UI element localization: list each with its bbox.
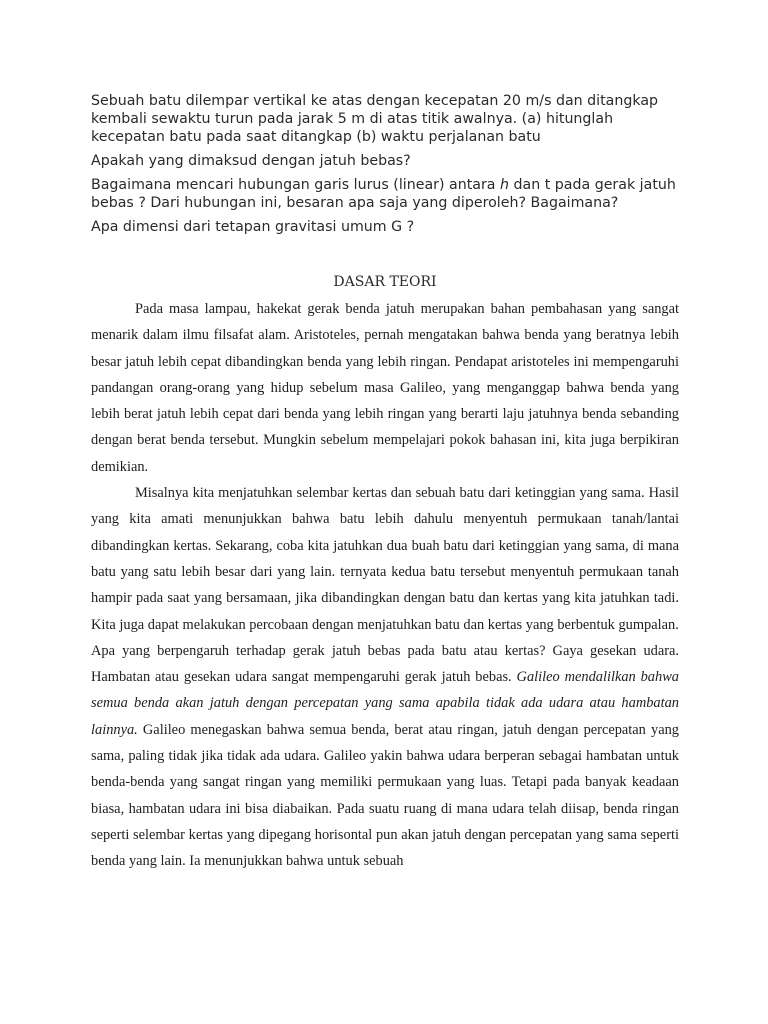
section-title: DASAR TEORI xyxy=(333,274,437,290)
theory-paragraph-1: Pada masa lampau, hakekat gerak benda jatuh merupakan bahan pembahasan yang sangat menarik dalam ilmu filsafat alam. Aristoteles, pernah mengatakan bahwa benda yang beratnya lebih besar jatuh lebih cepat dibandingkan benda yang lebih ringan. Pendapat aristoteles ini mempengaruhi pandangan orang-orang yang hidup sebelum masa Galileo, yang menganggap bahwa benda yang lebih berat jatuh lebih cepat dari benda yang lebih ringan yang berarti laju jatuhnya benda sebanding dengan berat benda tersebut. Mungkin sebelum mempelajari pokok bahasan ini, kita juga berpikiran demikian. xyxy=(91,301,679,475)
theory-paragraph-3-start: Apa yang berpengaruh terhadap gerak jatuh bebas pada batu atau kertas? Gaya gesekan udara. Hambatan atau gesekan udara sangat mempengaruhi gerak jatuh bebas. xyxy=(91,642,679,686)
theory-paragraph-3 xyxy=(91,638,679,875)
question-3-text-b: dan t pada gerak jatuh bebas ? Dari hubungan ini, besaran apa saja yang diperoleh? Bagaimana? xyxy=(91,177,676,211)
theory-paragraph-2: Misalnya kita menjatuhkan selembar kertas dan sebuah batu dari ketinggian yang sama. Hasil yang kita amati menunjukkan bahwa batu lebih dahulu menyentuh permukaan tanah/lantai dibandingkan kertas. Sekarang, coba kita jatuhkan dua buah batu dari ketinggian yang sama, di mana batu yang satu lebih besar dari yang lain. ternyata kedua batu tersebut menyentuh permukaan tanah hampir pada saat yang bersamaan, jika dibandingkan dengan batu dan kertas yang kita jatuhkan tadi. Kita juga dapat melakukan percobaan dengan menjatuhkan batu dan kertas yang berbentuk gumpalan. xyxy=(91,485,679,633)
question-4: Apa dimensi dari tetapan gravitasi umum G ? xyxy=(91,219,415,235)
question-3-variable-h: h xyxy=(500,177,509,193)
galileo-postulate: Galileo mendalilkan bahwa semua benda akan jatuh dengan percepatan yang sama apabila tidak ada udara atau hambatan lainnya. xyxy=(91,669,679,738)
theory-paragraph-3-end: Galileo menegaskan bahwa semua benda, berat atau ringan, jatuh dengan percepatan yang sama, paling tidak jika tidak ada udara. Galileo yakin bahwa udara berperan sebagai hambatan untuk benda-benda yang sangat ringan yang memiliki permukaan yang luas. Tetapi pada banyak keadaan biasa, hambatan udara ini bisa diabaikan. Pada suatu ruang di mana udara telah diisap, benda ringan seperti selembar kertas yang dipegang horisontal pun akan jatuh dengan percepatan yang sama seperti benda yang lain. Ia menunjukkan bahwa untuk sebuah xyxy=(91,721,679,870)
question-1: Sebuah batu dilempar vertikal ke atas dengan kecepatan 20 m/s dan ditangkap kembali sewaktu turun pada jarak 5 m di atas titik awalnya. (a) hitunglah kecepatan batu pada saat ditangkap (b) waktu perjalanan batu xyxy=(91,93,659,145)
question-3 xyxy=(91,176,679,212)
question-2: Apakah yang dimaksud dengan jatuh bebas? xyxy=(91,153,411,169)
document-page xyxy=(91,92,679,875)
question-3-text-a: Bagaimana mencari hubungan garis lurus (linear) antara xyxy=(91,177,500,193)
